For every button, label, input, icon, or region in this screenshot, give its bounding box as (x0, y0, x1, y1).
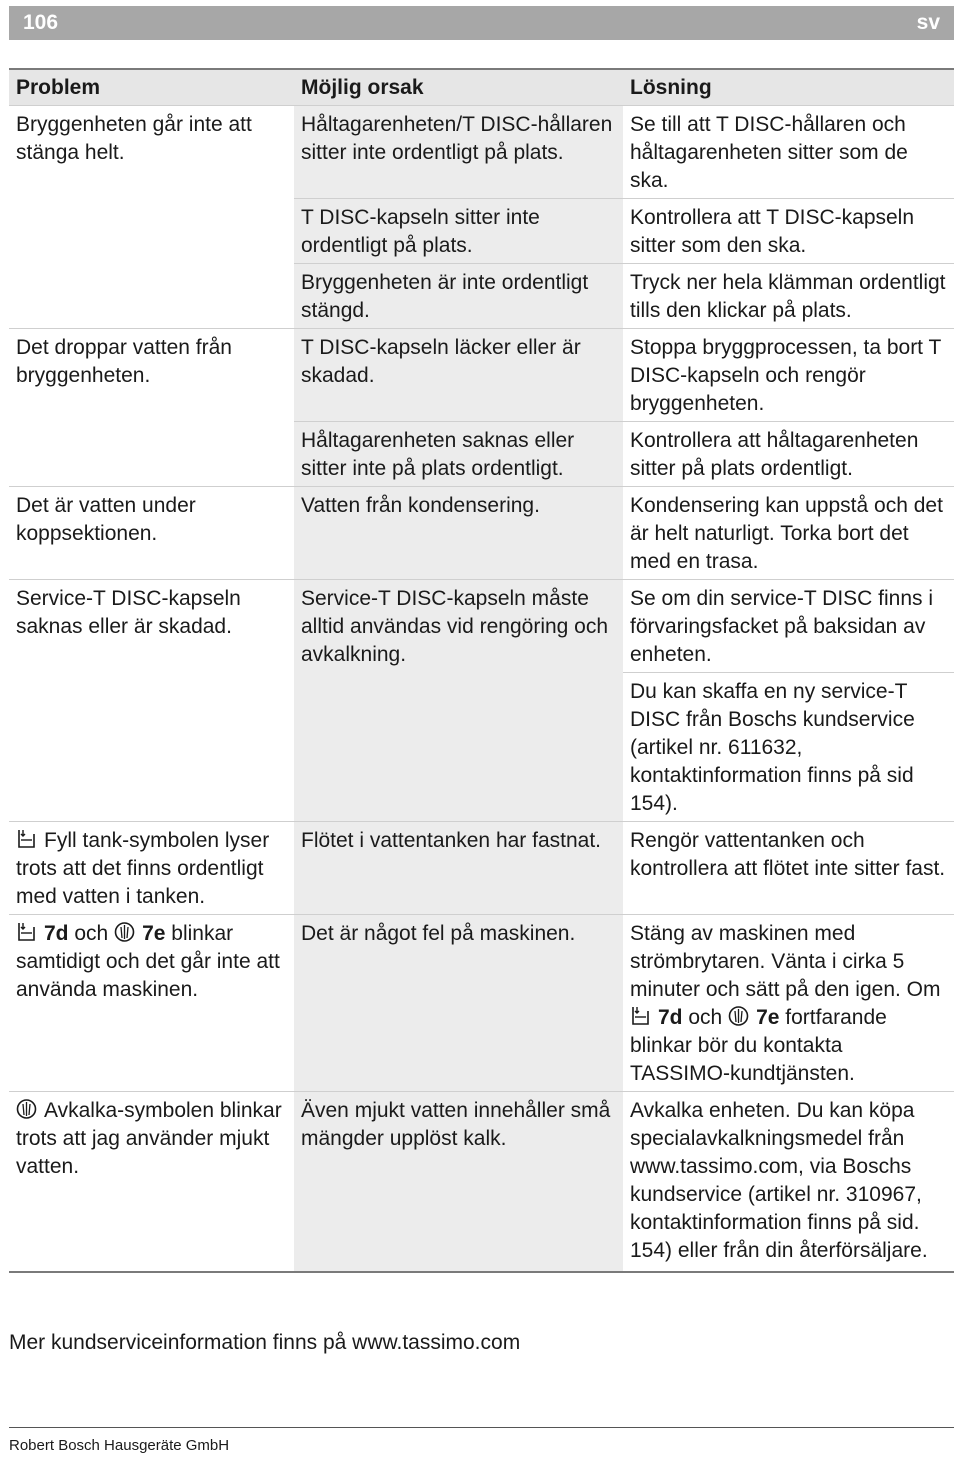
footer-divider (9, 1427, 954, 1428)
and-text: och (74, 921, 109, 945)
table-row (9, 1091, 954, 1272)
fill-tank-icon (630, 1005, 651, 1027)
cause-cell: Service-T DISC-kapseln måste alltid användas vid rengöring och avkalkning. (294, 579, 623, 672)
cause-cell: Bryggenheten är inte ordentligt stängd. (294, 263, 623, 328)
header-solution: Lösning (623, 69, 954, 105)
table-row (9, 328, 954, 421)
ref-7d: 7d (658, 1005, 683, 1029)
table-row (9, 821, 954, 914)
problem-cell (9, 421, 294, 486)
ref-7e: 7e (142, 921, 166, 945)
page-header (9, 6, 954, 40)
fill-tank-icon (16, 828, 37, 850)
table-row (9, 486, 954, 579)
solution-cell: Tryck ner hela klämman ordentligt tills den klickar på plats. (623, 263, 954, 328)
table-row (9, 105, 954, 198)
descale-icon (728, 1005, 749, 1027)
table-header-row (9, 69, 954, 105)
cause-cell: Håltagarenheten/T DISC-hållaren sitter inte ordentligt på plats. (294, 105, 623, 198)
cause-cell: Vatten från kondensering. (294, 486, 623, 579)
solution-cell: Stoppa bryggprocessen, ta bort T DISC-kapseln och rengör bryggenheten. (623, 328, 954, 421)
problem-cell: Bryggenheten går inte att stänga helt. (16, 112, 252, 164)
problem-text: Avkalka-symbolen blinkar trots att jag använder mjukt vatten. (16, 1098, 282, 1178)
solution-cell: Kondensering kan uppstå och det är helt naturligt. Torka bort det med en trasa. (623, 486, 954, 579)
header-problem: Problem (9, 69, 294, 105)
problem-text: blinkar samtidigt och det går inte att använda maskinen. (16, 921, 280, 1001)
cause-cell (294, 672, 623, 821)
table-row (9, 914, 954, 1091)
ref-7e: 7e (756, 1005, 780, 1029)
solution-cell: Avkalka enheten. Du kan köpa specialavkalkningsmedel från www.tassimo.com, via Boschs kundservice (artikel nr. 310967, kontaktinformation finns på sid. 154) eller från din återförsäljare. (623, 1091, 954, 1272)
descale-icon (114, 921, 135, 943)
solution-cell: Se till att T DISC-hållaren och håltagarenheten sitter som de ska. (630, 112, 908, 192)
table-row (9, 579, 954, 672)
header-cause: Möjlig orsak (294, 69, 623, 105)
problem-cell (9, 1091, 294, 1272)
fill-tank-icon (16, 921, 37, 943)
solution-cell: Rengör vattentanken och kontrollera att flötet inte sitter fast. (623, 821, 954, 914)
problem-cell: Service-T DISC-kapseln saknas eller är skadad. (9, 579, 294, 672)
table-row (9, 263, 954, 328)
table-row (9, 672, 954, 821)
footnote: Mer kundserviceinformation finns på www.tassimo.com (9, 1331, 521, 1354)
problem-cell: Det är vatten under koppsektionen. (9, 486, 294, 579)
solution-cell: Se om din service-T DISC finns i förvaringsfacket på baksidan av enheten. (623, 579, 954, 672)
descale-icon (16, 1098, 37, 1120)
solution-cell (623, 914, 954, 1091)
and-text: och (688, 1005, 723, 1029)
problem-cell (9, 672, 294, 821)
cause-cell: Det är något fel på maskinen. (294, 914, 623, 1091)
publisher-name: Robert Bosch Hausgeräte GmbH (9, 1437, 230, 1454)
table-row (9, 198, 954, 263)
problem-cell: Det droppar vatten från bryggenheten. (9, 328, 294, 421)
problem-cell (9, 263, 294, 328)
solution-cell: Kontrollera att T DISC-kapseln sitter som den ska. (623, 198, 954, 263)
solution-text: Stäng av maskinen med strömbrytaren. Vänta i cirka 5 minuter och sätt på den igen. Om (630, 921, 941, 1001)
problem-cell (9, 914, 294, 1091)
solution-cell: Kontrollera att håltagarenheten sitter på plats ordentligt. (623, 421, 954, 486)
solution-cell: Du kan skaffa en ny service-T DISC från Boschs kundservice (artikel nr. 611632, kontaktinformation finns på sid 154). (623, 672, 954, 821)
language-code: sv (916, 11, 940, 34)
cause-cell: T DISC-kapseln sitter inte ordentligt på plats. (294, 198, 623, 263)
cause-cell: Håltagarenheten saknas eller sitter inte på plats ordentligt. (294, 421, 623, 486)
cause-cell: T DISC-kapseln läcker eller är skadad. (294, 328, 623, 421)
ref-7d: 7d (44, 921, 69, 945)
page-number: 106 (23, 11, 59, 34)
solution-text: fortfarande blinkar bör du kontakta TASSIMO-kundtjänsten. (630, 1005, 887, 1085)
problem-text: Fyll tank-symbolen lyser trots att det finns ordentligt med vatten i tanken. (16, 828, 270, 908)
problem-cell (9, 198, 294, 263)
cause-cell: Även mjukt vatten innehåller små mängder upplöst kalk. (294, 1091, 623, 1272)
troubleshooting-table (9, 68, 954, 1273)
cause-cell: Flötet i vattentanken har fastnat. (294, 821, 623, 914)
table-row (9, 421, 954, 486)
problem-cell (9, 821, 294, 914)
